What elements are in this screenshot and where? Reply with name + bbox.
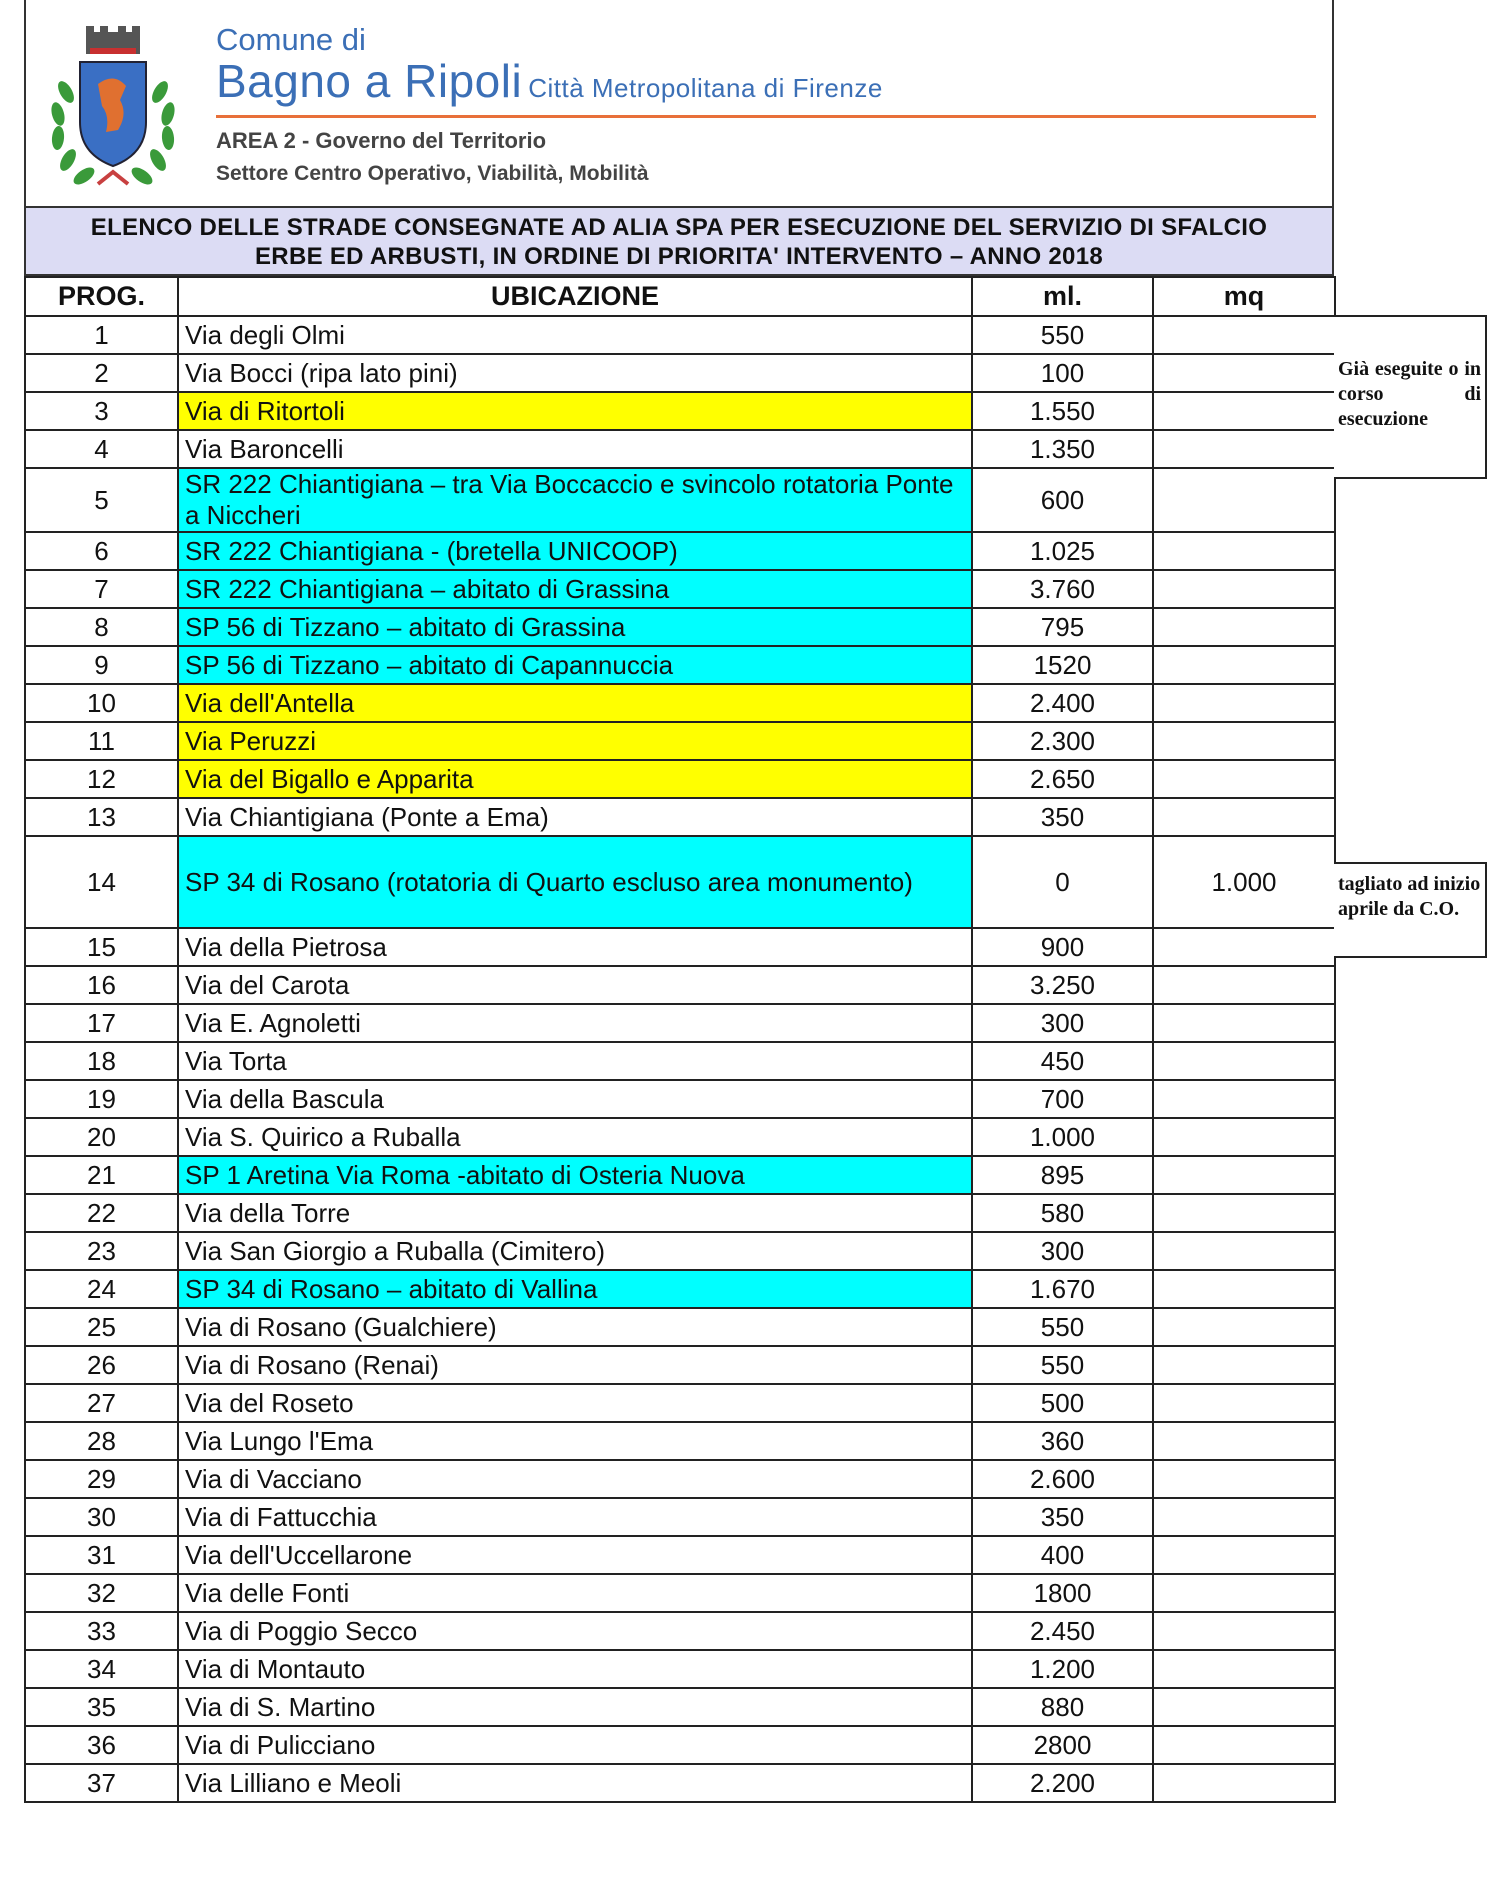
- note-cut: tagliato ad inizio aprile da C.O.: [1334, 862, 1487, 958]
- table-row: [25, 354, 1335, 392]
- cell-prog: 32: [25, 1574, 178, 1612]
- cell-prog: 25: [25, 1308, 178, 1346]
- cell-mq: [1153, 1688, 1335, 1726]
- cell-ml: 2.200: [972, 1764, 1153, 1802]
- cell-ml: 1.670: [972, 1270, 1153, 1308]
- cell-mq: [1153, 1460, 1335, 1498]
- cell-ml: 1800: [972, 1574, 1153, 1612]
- cell-prog: 7: [25, 570, 178, 608]
- cell-ml: 2.400: [972, 684, 1153, 722]
- cell-ml: 2.650: [972, 760, 1153, 798]
- cell-mq: 1.000: [1153, 836, 1335, 928]
- cell-mq: [1153, 798, 1335, 836]
- cell-ubicazione: Via di Vacciano: [178, 1460, 972, 1498]
- table-row: [25, 760, 1335, 798]
- cell-ubicazione: Via delle Fonti: [178, 1574, 972, 1612]
- cell-mq: [1153, 1270, 1335, 1308]
- cell-prog: 28: [25, 1422, 178, 1460]
- cell-mq: [1153, 722, 1335, 760]
- cell-ubicazione: Via dell'Uccellarone: [178, 1536, 972, 1574]
- cell-prog: 10: [25, 684, 178, 722]
- cell-ubicazione: Via Peruzzi: [178, 722, 972, 760]
- cell-ubicazione: Via dell'Antella: [178, 684, 972, 722]
- cell-ml: 600: [972, 468, 1153, 532]
- town-name: [216, 54, 883, 108]
- cell-mq: [1153, 1498, 1335, 1536]
- cell-ubicazione: Via Lungo l'Ema: [178, 1422, 972, 1460]
- cell-ml: 795: [972, 608, 1153, 646]
- cell-prog: 13: [25, 798, 178, 836]
- col-header-prog: PROG.: [25, 277, 178, 316]
- header-divider: [216, 115, 1316, 118]
- table-row: [25, 1460, 1335, 1498]
- table-row: [25, 1612, 1335, 1650]
- cell-prog: 17: [25, 1004, 178, 1042]
- table-row: [25, 1194, 1335, 1232]
- table-row: [25, 532, 1335, 570]
- cell-prog: 11: [25, 722, 178, 760]
- roads-table: [24, 276, 1336, 1803]
- table-row: [25, 722, 1335, 760]
- cell-mq: [1153, 430, 1335, 468]
- cell-ml: 2.600: [972, 1460, 1153, 1498]
- cell-prog: 15: [25, 928, 178, 966]
- cell-mq: [1153, 1384, 1335, 1422]
- table-row: [25, 684, 1335, 722]
- cell-mq: [1153, 1042, 1335, 1080]
- coat-of-arms-logo: [38, 22, 188, 197]
- table-body: [25, 316, 1335, 1802]
- table-row: [25, 1004, 1335, 1042]
- cell-mq: [1153, 532, 1335, 570]
- cell-ml: 880: [972, 1688, 1153, 1726]
- cell-ubicazione: Via San Giorgio a Ruballa (Cimitero): [178, 1232, 972, 1270]
- cell-ubicazione: Via di Pulicciano: [178, 1726, 972, 1764]
- cell-ubicazione: SP 56 di Tizzano – abitato di Grassina: [178, 608, 972, 646]
- cell-mq: [1153, 1080, 1335, 1118]
- cell-prog: 34: [25, 1650, 178, 1688]
- table-row: [25, 608, 1335, 646]
- cell-ml: 1520: [972, 646, 1153, 684]
- cell-ml: 1.000: [972, 1118, 1153, 1156]
- cell-mq: [1153, 928, 1335, 966]
- cell-ubicazione: SP 1 Aretina Via Roma -abitato di Osteria Nuova: [178, 1156, 972, 1194]
- table-row: [25, 1536, 1335, 1574]
- cell-ml: 900: [972, 928, 1153, 966]
- cell-ml: 300: [972, 1004, 1153, 1042]
- cell-ml: 1.025: [972, 532, 1153, 570]
- col-header-ubicazione: UBICAZIONE: [178, 277, 972, 316]
- cell-prog: 23: [25, 1232, 178, 1270]
- table-row: [25, 1118, 1335, 1156]
- cell-mq: [1153, 1422, 1335, 1460]
- cell-mq: [1153, 1764, 1335, 1802]
- cell-ubicazione: SP 56 di Tizzano – abitato di Capannuccia: [178, 646, 972, 684]
- table-row: [25, 1156, 1335, 1194]
- cell-ubicazione: Via di Fattucchia: [178, 1498, 972, 1536]
- cell-ubicazione: Via di Poggio Secco: [178, 1612, 972, 1650]
- table-row: [25, 316, 1335, 354]
- cell-ubicazione: SR 222 Chiantigiana – tra Via Boccaccio e svincolo rotatoria Ponte a Niccheri: [178, 468, 972, 532]
- cell-ml: 360: [972, 1422, 1153, 1460]
- table-row: [25, 646, 1335, 684]
- title-line-2: ERBE ED ARBUSTI, IN ORDINE DI PRIORITA' INTERVENTO – ANNO 2018: [255, 243, 1103, 270]
- cell-mq: [1153, 392, 1335, 430]
- cell-prog: 6: [25, 532, 178, 570]
- cell-prog: 33: [25, 1612, 178, 1650]
- cell-ubicazione: Via S. Quirico a Ruballa: [178, 1118, 972, 1156]
- cell-prog: 29: [25, 1460, 178, 1498]
- cell-prog: 24: [25, 1270, 178, 1308]
- table-row: [25, 1726, 1335, 1764]
- cell-prog: 27: [25, 1384, 178, 1422]
- cell-ubicazione: SR 222 Chiantigiana - (bretella UNICOOP): [178, 532, 972, 570]
- cell-ubicazione: Via di Rosano (Renai): [178, 1346, 972, 1384]
- cell-prog: 21: [25, 1156, 178, 1194]
- cell-prog: 35: [25, 1688, 178, 1726]
- cell-prog: 16: [25, 966, 178, 1004]
- cell-mq: [1153, 1536, 1335, 1574]
- cell-prog: 2: [25, 354, 178, 392]
- cell-ml: 580: [972, 1194, 1153, 1232]
- cell-mq: [1153, 646, 1335, 684]
- table-row: [25, 928, 1335, 966]
- cell-prog: 36: [25, 1726, 178, 1764]
- table-header-row: [25, 277, 1335, 316]
- town-name-text: Bagno a Ripoli: [216, 55, 523, 107]
- table-row: [25, 468, 1335, 532]
- cell-mq: [1153, 1004, 1335, 1042]
- cell-prog: 30: [25, 1498, 178, 1536]
- cell-prog: 9: [25, 646, 178, 684]
- table-row: [25, 1764, 1335, 1802]
- cell-ml: 300: [972, 1232, 1153, 1270]
- table-row: [25, 966, 1335, 1004]
- cell-ubicazione: SP 34 di Rosano – abitato di Vallina: [178, 1270, 972, 1308]
- cell-prog: 19: [25, 1080, 178, 1118]
- table-row: [25, 1574, 1335, 1612]
- cell-mq: [1153, 1650, 1335, 1688]
- table-row: [25, 1232, 1335, 1270]
- cell-ubicazione: Via del Carota: [178, 966, 972, 1004]
- table-row: [25, 1308, 1335, 1346]
- cell-ubicazione: Via di Montauto: [178, 1650, 972, 1688]
- cell-ubicazione: Via di Rosano (Gualchiere): [178, 1308, 972, 1346]
- cell-mq: [1153, 316, 1335, 354]
- cell-ml: 3.760: [972, 570, 1153, 608]
- table-row: [25, 1384, 1335, 1422]
- cell-mq: [1153, 1308, 1335, 1346]
- cell-ubicazione: Via di Ritortoli: [178, 392, 972, 430]
- cell-prog: 31: [25, 1536, 178, 1574]
- cell-ubicazione: Via degli Olmi: [178, 316, 972, 354]
- cell-mq: [1153, 1726, 1335, 1764]
- cell-prog: 8: [25, 608, 178, 646]
- cell-mq: [1153, 570, 1335, 608]
- cell-mq: [1153, 1232, 1335, 1270]
- cell-ml: 350: [972, 1498, 1153, 1536]
- cell-prog: 37: [25, 1764, 178, 1802]
- note-done: Già eseguite o in corso di esecuzione: [1334, 315, 1487, 479]
- cell-ml: 550: [972, 316, 1153, 354]
- col-header-mq: mq: [1153, 277, 1335, 316]
- table-row: [25, 1042, 1335, 1080]
- cell-prog: 12: [25, 760, 178, 798]
- cell-ml: 100: [972, 354, 1153, 392]
- table-row: [25, 1650, 1335, 1688]
- cell-ubicazione: Via Torta: [178, 1042, 972, 1080]
- table-row: [25, 1422, 1335, 1460]
- cell-ml: 2.450: [972, 1612, 1153, 1650]
- cell-ml: 550: [972, 1308, 1153, 1346]
- cell-ml: 450: [972, 1042, 1153, 1080]
- cell-mq: [1153, 1156, 1335, 1194]
- cell-mq: [1153, 1118, 1335, 1156]
- cell-prog: 22: [25, 1194, 178, 1232]
- cell-prog: 1: [25, 316, 178, 354]
- document-title: [24, 206, 1334, 276]
- cell-ml: 2800: [972, 1726, 1153, 1764]
- cell-mq: [1153, 1574, 1335, 1612]
- document-header: [24, 0, 1334, 206]
- table-row: [25, 392, 1335, 430]
- cell-ml: 2.300: [972, 722, 1153, 760]
- cell-ml: 550: [972, 1346, 1153, 1384]
- cell-mq: [1153, 1346, 1335, 1384]
- cell-mq: [1153, 1194, 1335, 1232]
- cell-ubicazione: Via di S. Martino: [178, 1688, 972, 1726]
- cell-ml: 0: [972, 836, 1153, 928]
- cell-prog: 20: [25, 1118, 178, 1156]
- cell-ubicazione: Via della Torre: [178, 1194, 972, 1232]
- cell-ubicazione: Via Lilliano e Meoli: [178, 1764, 972, 1802]
- table-row: [25, 798, 1335, 836]
- cell-ubicazione: Via del Roseto: [178, 1384, 972, 1422]
- cell-ml: 1.550: [972, 392, 1153, 430]
- table-row: [25, 570, 1335, 608]
- cell-mq: [1153, 966, 1335, 1004]
- cell-ml: 1.350: [972, 430, 1153, 468]
- cell-prog: 14: [25, 836, 178, 928]
- table-row: [25, 1498, 1335, 1536]
- cell-ubicazione: Via del Bigallo e Apparita: [178, 760, 972, 798]
- cell-ubicazione: Via della Bascula: [178, 1080, 972, 1118]
- settore-label: Settore Centro Operativo, Viabilità, Mobilità: [216, 162, 649, 185]
- cell-prog: 5: [25, 468, 178, 532]
- cell-prog: 3: [25, 392, 178, 430]
- table-row: [25, 1270, 1335, 1308]
- cell-ubicazione: Via della Pietrosa: [178, 928, 972, 966]
- cell-prog: 4: [25, 430, 178, 468]
- table-row: [25, 430, 1335, 468]
- cell-ml: 700: [972, 1080, 1153, 1118]
- area-label: AREA 2 - Governo del Territorio: [216, 128, 547, 153]
- cell-mq: [1153, 608, 1335, 646]
- cell-ml: 350: [972, 798, 1153, 836]
- cell-ubicazione: Via Chiantigiana (Ponte a Ema): [178, 798, 972, 836]
- cell-ubicazione: SR 222 Chiantigiana – abitato di Grassina: [178, 570, 972, 608]
- col-header-ml: ml.: [972, 277, 1153, 316]
- cell-mq: [1153, 760, 1335, 798]
- cell-ml: 500: [972, 1384, 1153, 1422]
- cell-mq: [1153, 354, 1335, 392]
- cell-mq: [1153, 468, 1335, 532]
- cell-prog: 18: [25, 1042, 178, 1080]
- cell-ubicazione: Via E. Agnoletti: [178, 1004, 972, 1042]
- cell-prog: 26: [25, 1346, 178, 1384]
- cell-ubicazione: Via Baroncelli: [178, 430, 972, 468]
- cell-mq: [1153, 684, 1335, 722]
- cell-mq: [1153, 1612, 1335, 1650]
- cell-ubicazione: Via Bocci (ripa lato pini): [178, 354, 972, 392]
- table-row: [25, 1346, 1335, 1384]
- title-line-1: ELENCO DELLE STRADE CONSEGNATE AD ALIA SPA PER ESECUZIONE DEL SERVIZIO DI SFALCIO: [90, 214, 1268, 241]
- metro-label: Città Metropolitana di Firenze: [528, 73, 883, 103]
- comune-label: Comune di: [216, 22, 366, 57]
- cell-ml: 400: [972, 1536, 1153, 1574]
- table-row: [25, 836, 1335, 928]
- cell-ml: 1.200: [972, 1650, 1153, 1688]
- cell-ml: 3.250: [972, 966, 1153, 1004]
- table-row: [25, 1080, 1335, 1118]
- cell-ubicazione: SP 34 di Rosano (rotatoria di Quarto escluso area monumento): [178, 836, 972, 928]
- table-row: [25, 1688, 1335, 1726]
- cell-ml: 895: [972, 1156, 1153, 1194]
